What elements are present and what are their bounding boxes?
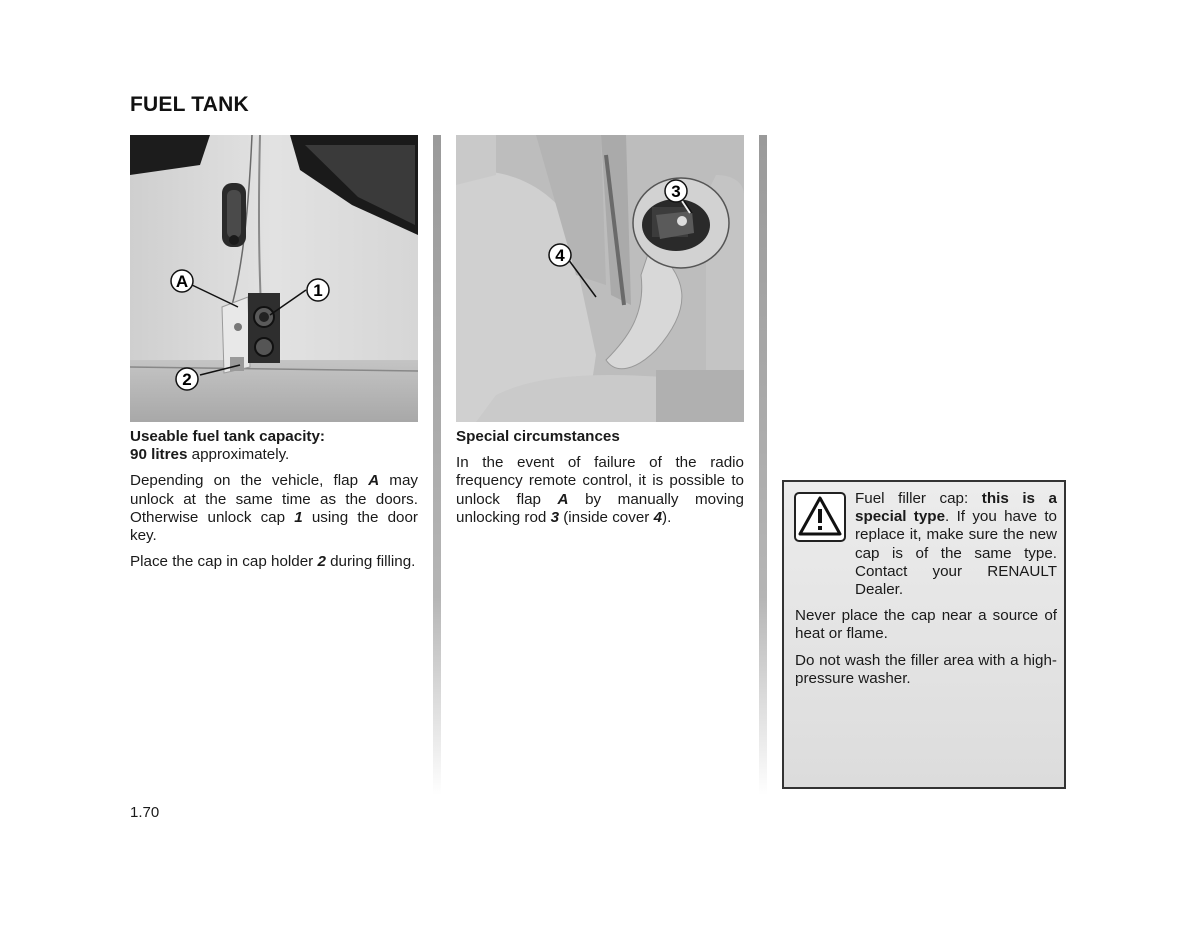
special-text-a: In the event of failure of the radio frequency remote control, it is possible to unlock flap [456, 454, 744, 508]
callout-3: 3 [671, 182, 681, 201]
p3-text-a: Place the cap in cap holder [130, 553, 318, 571]
flap-ref-2: A [557, 490, 569, 508]
warning-box [782, 480, 1066, 789]
warning-p2: Never place the cap near a source of heat or flame. [795, 607, 1057, 643]
capacity-value: 90 litres [130, 446, 188, 464]
page-title: FUEL TANK [130, 93, 249, 116]
warning-p3: Do not wash the filler area with a high-pressure washer. [795, 651, 1057, 687]
holder-ref: 2 [317, 553, 326, 571]
warning-p1-a: Fuel filler cap: [855, 490, 982, 507]
flap-ref: A [368, 472, 380, 490]
capacity-heading: Useable fuel tank capacity: [130, 428, 325, 445]
p2-text-b: may unlock at the same time as the doors. Otherwise unlock cap [130, 472, 418, 526]
special-text-d: ). [662, 508, 672, 526]
p2-text-a: Depending on the vehicle, flap [130, 472, 369, 490]
column-1-text [130, 428, 418, 579]
warning-p1-b: . If you have to replace it, make sure the new cap is of the same type. Contact your RENAULT Dealer. [855, 508, 1058, 599]
rod-ref: 3 [550, 508, 560, 526]
callout-4: 4 [555, 246, 565, 265]
column-divider-2 [759, 135, 767, 795]
cover-ref: 4 [653, 508, 663, 526]
warning-p1-bold: this is a special type [855, 490, 1057, 526]
capacity-suffix: approximately. [187, 446, 290, 464]
warning-text [795, 490, 1057, 696]
fuel-flap-photo [130, 135, 418, 422]
p2-text-c: using the door key. [130, 508, 418, 545]
special-text-c: (inside cover [559, 508, 654, 526]
callout-1: 1 [313, 281, 323, 300]
special-text-b: by manually moving unlocking rod [456, 490, 744, 526]
column-divider [433, 135, 441, 795]
cap-ref: 1 [294, 508, 303, 526]
page-number: 1.70 [130, 804, 160, 821]
cover-photo [456, 135, 744, 422]
callout-2: 2 [182, 370, 192, 389]
p3-text-b: during filling. [325, 553, 416, 571]
column-2-text [456, 428, 744, 535]
special-heading: Special circumstances [456, 428, 620, 445]
callout-A: A [175, 272, 189, 291]
